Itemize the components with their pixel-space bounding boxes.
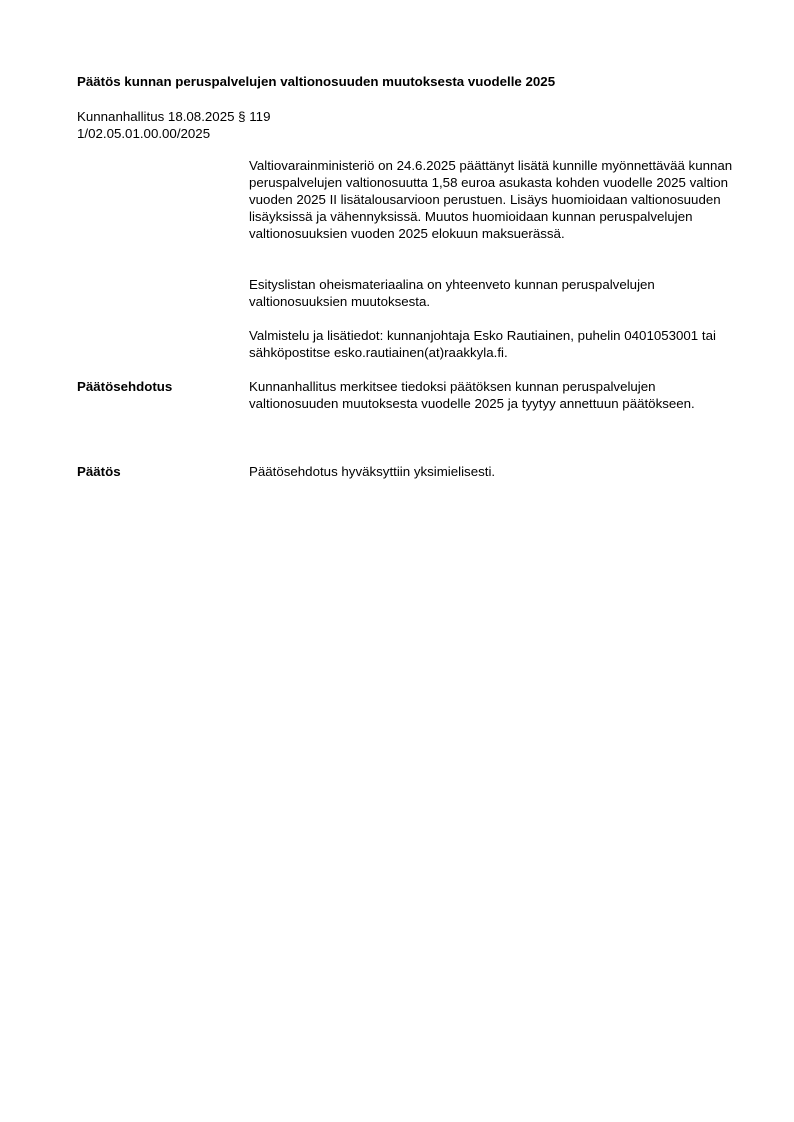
- meeting-reference: Kunnanhallitus 18.08.2025 § 119: [77, 109, 271, 124]
- page-title: Päätös kunnan peruspalvelujen valtionosuuden muutoksesta vuodelle 2025: [77, 74, 556, 89]
- paragraph-text: Esityslistan oheismateriaalina on yhteenveto kunnan peruspalvelujen valtionosuuksien muutoksesta.: [249, 277, 655, 309]
- decision-label: Päätös: [77, 464, 121, 479]
- proposal-label: Päätösehdotus: [77, 379, 173, 394]
- paragraph-text: Valmistelu ja lisätiedot: kunnanjohtaja Esko Rautiainen, puhelin 0401053001 tai sähköpostitse esko.rautiainen(at)raakkyla.fi.: [249, 328, 716, 360]
- background-paragraph: [249, 157, 734, 242]
- meeting-meta: [77, 108, 270, 142]
- paragraph-text: Valtiovarainministeriö on 24.6.2025 päättänyt lisätä kunnille myönnettävää kunnan peruspalvelujen valtionosuutta 1,58 euroa asukasta kohden vuodelle 2025 valtion vuoden 2025 II lisätalousarvioon perustuen. Lisäys huomioidaan valtionosuuden lisäyksissä ja vähennyksissä. Muutos huomioidaan kunnan peruspalvelujen valtionosuuksien vuoden 2025 elokuun maksuerässä.: [249, 158, 733, 241]
- decision-text: [249, 463, 734, 480]
- record-id: 1/02.05.01.00.00/2025: [77, 126, 211, 141]
- paragraph-text: Kunnanhallitus merkitsee tiedoksi päätöksen kunnan peruspalvelujen valtionosuuden muutoksesta vuodelle 2025 ja tyytyy annettuun päätökseen.: [249, 379, 695, 411]
- contact-paragraph: [249, 327, 734, 361]
- proposal-text: [249, 378, 734, 412]
- paragraph-text: Päätösehdotus hyväksyttiin yksimielisesti.: [249, 464, 496, 479]
- attachment-paragraph: [249, 276, 734, 310]
